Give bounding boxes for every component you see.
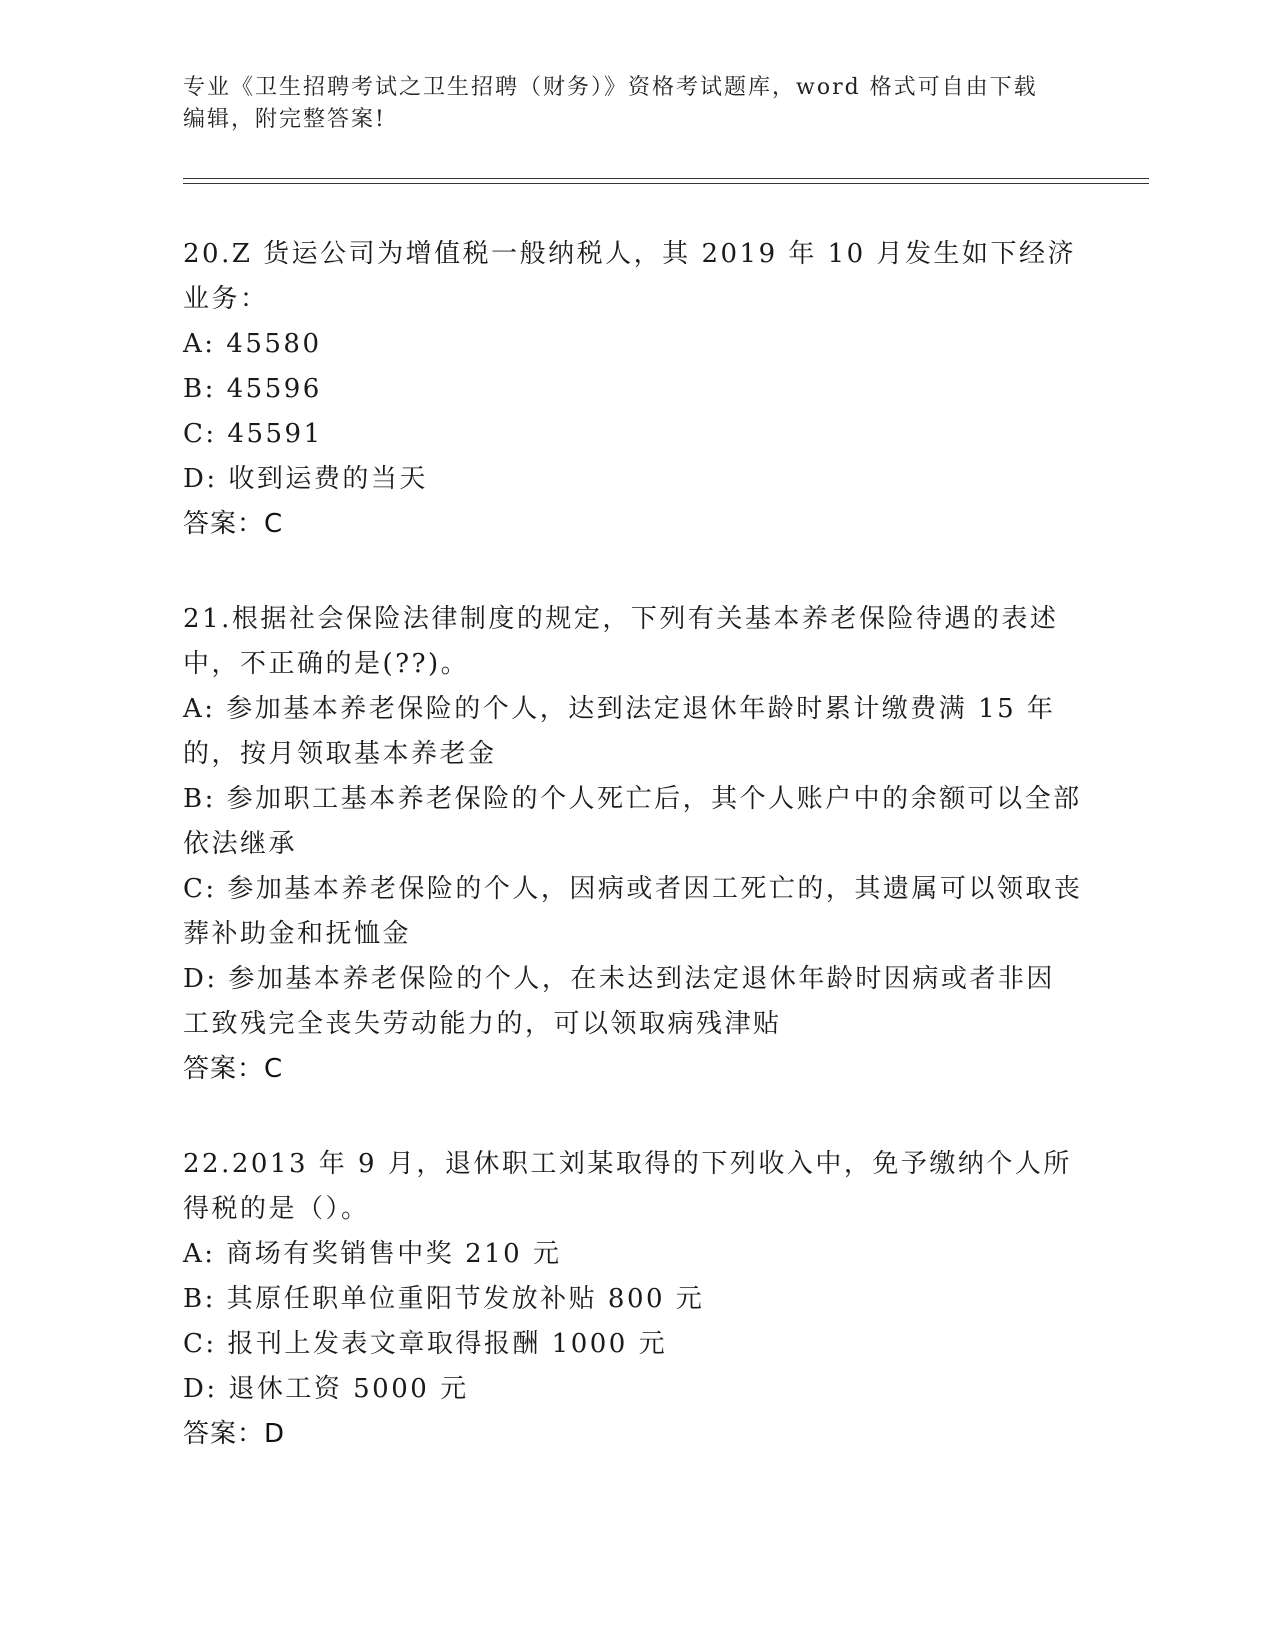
document-intro <box>183 72 1083 136</box>
answer-label: 答案：C <box>183 509 284 539</box>
option-d: D: 退休工资 5000 元 <box>183 1374 469 1404</box>
option-a: A: 45580 <box>183 329 322 359</box>
option-b: B: 其原任职单位重阳节发放补贴 800 元 <box>183 1284 705 1314</box>
option-c: C: 参加基本养老保险的个人，因病或者因工死亡的，其遗属可以领取丧葬补助金和抚恤金 <box>183 874 1083 949</box>
question-stem: 22.2013 年 9 月，退休职工刘某取得的下列收入中，免予缴纳个人所得税的是（）。 <box>183 1149 1072 1224</box>
question-stem: 21.根据社会保险法律制度的规定，下列有关基本养老保险待遇的表述中，不正确的是(??)。 <box>183 604 1059 679</box>
option-b: B: 参加职工基本养老保险的个人死亡后，其个人账户中的余额可以全部依法继承 <box>183 784 1082 859</box>
option-c: C: 报刊上发表文章取得报酬 1000 元 <box>183 1329 668 1359</box>
answer-label: 答案：C <box>183 1054 284 1084</box>
header-divider-bottom <box>183 183 1149 184</box>
intro-line-1: 专业《卫生招聘考试之卫生招聘（财务）》资格考试题库，word 格式可自由下载 <box>183 75 1038 100</box>
option-c: C: 45591 <box>183 419 323 449</box>
question-stem: 20.Z 货运公司为增值税一般纳税人，其 2019 年 10 月发生如下经济业务： <box>183 239 1076 314</box>
question-20 <box>183 232 1083 547</box>
option-a: A: 商场有奖销售中奖 210 元 <box>183 1239 562 1269</box>
intro-line-2: 编辑，附完整答案! <box>183 107 386 132</box>
option-d: D: 收到运费的当天 <box>183 464 428 494</box>
option-d: D: 参加基本养老保险的个人，在未达到法定退休年龄时因病或者非因工致残完全丧失劳动能力的，可以领取病残津贴 <box>183 964 1055 1039</box>
answer-label: 答案：D <box>183 1419 286 1449</box>
question-21 <box>183 597 1083 1092</box>
option-a: A: 参加基本养老保险的个人，达到法定退休年龄时累计缴费满 15 年的，按月领取基本养老金 <box>183 694 1056 769</box>
question-22 <box>183 1142 1083 1457</box>
option-b: B: 45596 <box>183 374 322 404</box>
header-divider-top <box>183 178 1149 179</box>
